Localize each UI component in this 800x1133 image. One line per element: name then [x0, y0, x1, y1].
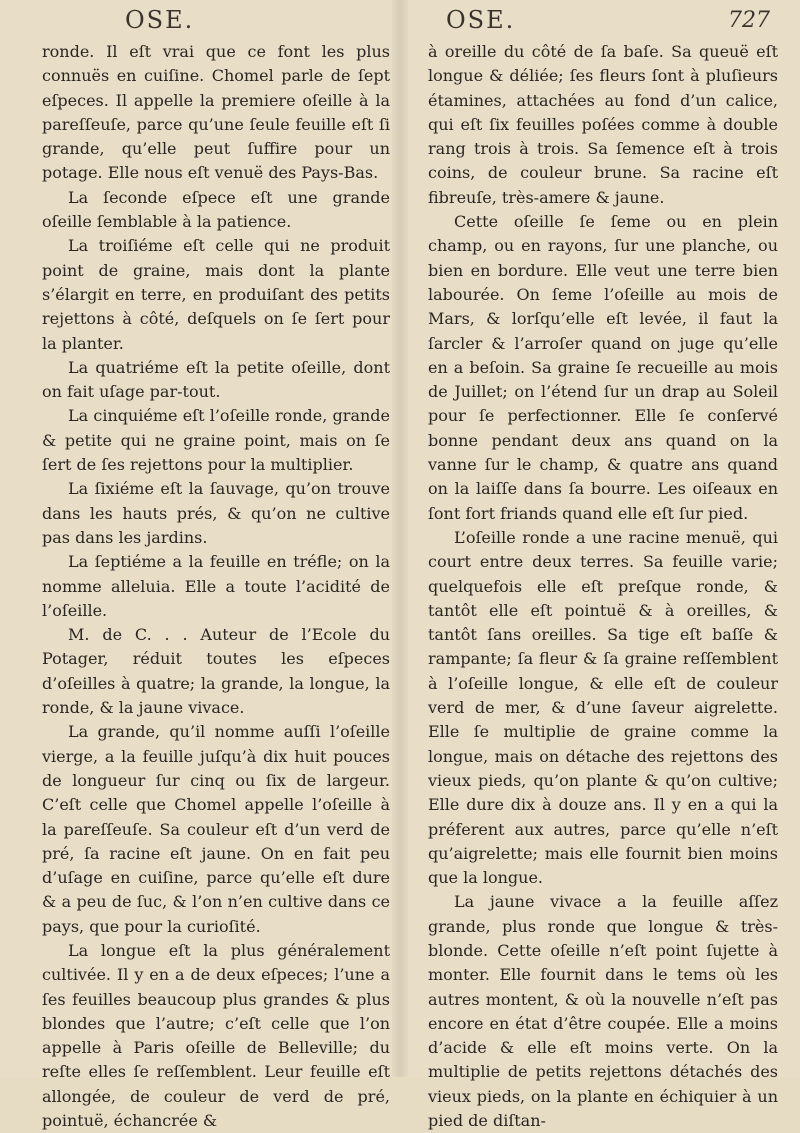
paragraph: La quatriéme eſt la petite oſeille, dont on fait uſage par-tout. [42, 357, 390, 402]
paragraph: Cette oſeille ſe ſeme ou en plein champ, ou en rayons, ſur une planche, ou bien en bordure. Elle veut une terre bien labourée. On ſeme l’oſeille au mois de Mars, & lorſqu’elle eſt levée, il faut la ſarcler & l’arroſer quand on juge qu’elle en a beſoin. Sa graine ſe recueille au mois de Juillet; on l’étend ſur un drap au Soleil pour ſe perfectionner. Elle ſe conſervé bonne pendant deux ans quand on la vanne ſur le champ, & quatre ans quand on la laiſſe dans ſa bourre. Les oiſeaux en ſont fort friands quand elle eſt ſur pied. [428, 212, 778, 523]
paragraph: La longue eſt la plus généralement cultivée. Il y en a de deux eſpeces; l’une a ſes feuilles beaucoup plus grandes & plus blondes que l’autre; c’eſt celle que l’on appelle à Paris oſeille de Belleville; du reſte elles ſe reſſemblent. Leur feuille eſt allongée, de couleur de verd de pré, pointuë, échancrée & [42, 940, 390, 1131]
paragraph: L’oſeille ronde a une racine menuë, qui court entre deux terres. Sa feuille varie; quelquefois elle eſt preſque ronde, & tantôt elle eſt pointuë & à oreilles, & tantôt ſans oreilles. Sa tige eſt baſſe & rampante; ſa fleur & ſa graine reſſemblent à l’oſeille longue, & elle eſt de couleur verd de mer, & d’une ſaveur aigrelette. Elle ſe multiplie de graine comme la longue, mais on détache des rejettons des vieux pieds, qu’on plante & qu’on cultive; Elle dure dix à douze ans. Il y en a qui la préferent aux autres, parce qu’elle n’eſt qu’aigrelette; mais elle fournit bien moins que la longue. [428, 527, 778, 888]
right-column [428, 40, 778, 1133]
running-header-right: OSE. [446, 6, 516, 34]
paragraph: La ſeptiéme a la feuille en tréfle; on la nomme alleluia. Elle a toute l’acidité de l’oſeille. [42, 552, 390, 620]
page-number: 727 [728, 8, 770, 33]
paragraph: La ſeconde eſpece eſt une grande oſeille ſemblable à la patience. [42, 187, 390, 232]
paragraph: La cinquiéme eſt l’oſeille ronde, grande & petite qui ne graine point, mais on ſe ſert de ſes rejettons pour la multiplier. [42, 406, 390, 475]
paragraph: M. de C. . . Auteur de l’Ecole du Potager, réduit toutes les eſpeces d’oſeilles à quatre; la grande, la longue, la ronde, & la jaune vivace. [42, 625, 390, 718]
paragraph: ronde. Il eſt vrai que ce font les plus connuës en cuiſine. Chomel parle de ſept eſpeces. Il appelle la premiere oſeille à la pareſſeuſe, parce qu’une ſeule feuille eſt ſi grande, qu’elle peut ſuffire pour un potage. Elle nous eſt venuë des Pays-Bas. [42, 42, 390, 183]
page-gutter [392, 0, 408, 1077]
running-header-left: OSE. [125, 6, 195, 34]
paragraph: La troiſiéme eſt celle qui ne produit point de graine, mais dont la plante s’élargit en terre, en produiſant des petits rejettons à côté, deſquels on ſe ſert pour la planter. [42, 236, 390, 353]
paragraph: La grande, qu’il nomme auſſi l’oſeille vierge, a la feuille juſqu’à dix huit pouces de longueur ſur cinq ou ſix de largeur. C’eſt celle que Chomel appelle l’oſeille à la pareſſeuſe. Sa couleur eſt d’un verd de pré, ſa racine eſt jaune. On en fait peu d’uſage en cuiſine, parce qu’elle eſt dure & a peu de ſuc, & l’on n’en cultive dans ce pays, que pour la curioſité. [42, 722, 390, 936]
paragraph: La jaune vivace a la feuille aſſez grande, plus ronde que longue & très-blonde. Cette oſeille n’eſt point ſujette à monter. Elle fournit dans le tems où les autres montent, & où la nouvelle n’eſt pas encore en état d’être coupée. Elle a moins d’acide & elle eſt moins verte. On la multiplie de petits rejettons détachés des vieux pieds, on la plante en échiquier à un pied de diſtan- [428, 892, 778, 1131]
left-column [42, 40, 390, 1133]
paragraph: à oreille du côté de ſa baſe. Sa queuë eſt longue & déliée; ſes fleurs ſont à pluſieurs étamines, attachées au fond d’un calice, qui eſt ſix feuilles poſées comme à double rang trois à trois. Sa ſemence eſt à trois coins, de couleur brune. Sa racine eſt fibreuſe, très-amere & jaune. [428, 42, 778, 207]
paragraph: La ſixiéme eſt la ſauvage, qu’on trouve dans les hauts prés, & qu’on ne cultive pas dans les jardins. [42, 479, 390, 547]
